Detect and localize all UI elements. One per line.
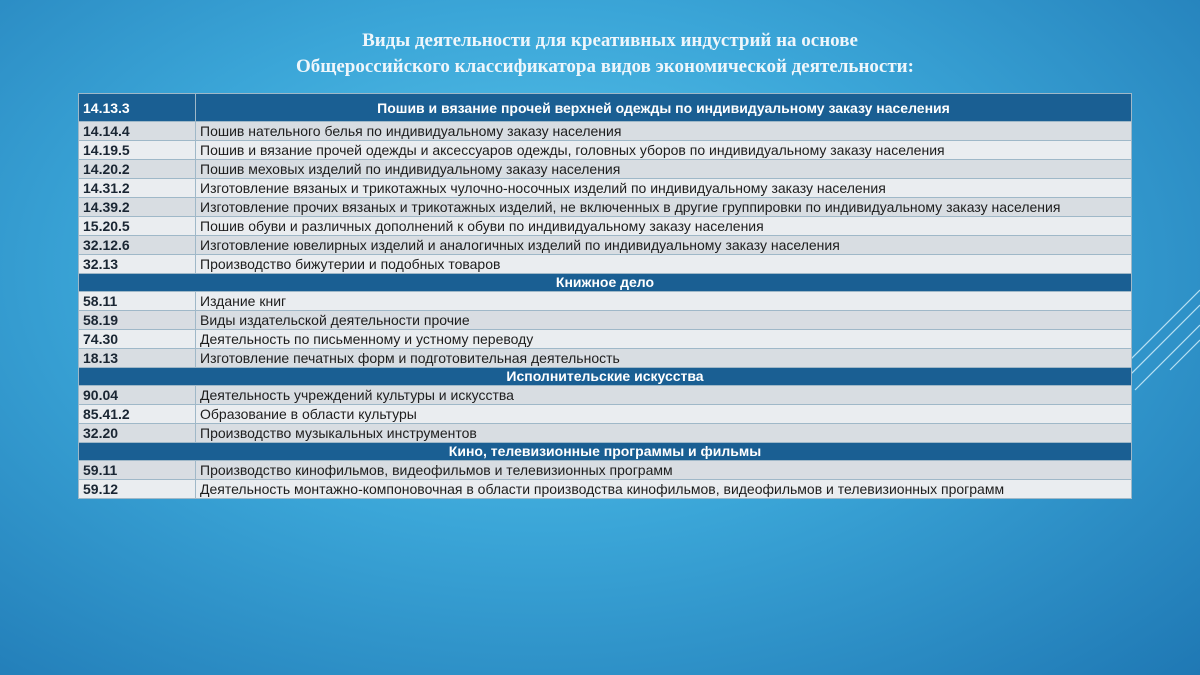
section-header-row [79, 368, 1132, 386]
okved-code: 59.11 [79, 461, 196, 480]
activity-description: Производство музыкальных инструментов [196, 424, 1132, 443]
okved-code: 58.19 [79, 311, 196, 330]
okved-code: 58.11 [79, 292, 196, 311]
table-row [79, 255, 1132, 274]
okved-code: 14.20.2 [79, 160, 196, 179]
section-header-row [79, 274, 1132, 292]
table-row [79, 480, 1132, 499]
section-header: Книжное дело [79, 274, 1132, 292]
table-row [79, 292, 1132, 311]
activity-description: Издание книг [196, 292, 1132, 311]
okved-code: 74.30 [79, 330, 196, 349]
table-row [79, 461, 1132, 480]
table-row [79, 179, 1132, 198]
okved-code: 14.13.3 [79, 94, 196, 122]
okved-code: 14.39.2 [79, 198, 196, 217]
okved-code: 32.20 [79, 424, 196, 443]
section-header-row [79, 443, 1132, 461]
activity-description: Изготовление прочих вязаных и трикотажных изделий, не включенных в другие группировки по индивидуальному заказу населения [196, 198, 1132, 217]
okved-code: 15.20.5 [79, 217, 196, 236]
section-header: Исполнительские искусства [79, 368, 1132, 386]
activity-description: Пошив меховых изделий по индивидуальному заказу населения [196, 160, 1132, 179]
activity-description: Производство кинофильмов, видеофильмов и телевизионных программ [196, 461, 1132, 480]
activity-description: Виды издательской деятельности прочие [196, 311, 1132, 330]
okved-code: 14.19.5 [79, 141, 196, 160]
okved-table [78, 93, 1132, 499]
table-header-row [79, 94, 1132, 122]
table-row [79, 386, 1132, 405]
okved-code: 85.41.2 [79, 405, 196, 424]
table-row [79, 236, 1132, 255]
table-row [79, 217, 1132, 236]
activity-description: Пошив и вязание прочей верхней одежды по индивидуальному заказу населения [196, 94, 1132, 122]
activity-description: Пошив нательного белья по индивидуальному заказу населения [196, 122, 1132, 141]
activity-description: Пошив и вязание прочей одежды и аксессуаров одежды, головных уборов по индивидуальному заказу населения [196, 141, 1132, 160]
table-row [79, 160, 1132, 179]
activity-description: Изготовление вязаных и трикотажных чулочно-носочных изделий по индивидуальному заказу населения [196, 179, 1132, 198]
slide-title [0, 28, 1200, 80]
okved-code: 32.13 [79, 255, 196, 274]
slide-title-line-1: Виды деятельности для креативных индустрий на основе [362, 30, 858, 51]
activity-description: Пошив обуви и различных дополнений к обуви по индивидуальному заказу населения [196, 217, 1132, 236]
okved-code: 14.14.4 [79, 122, 196, 141]
activity-description: Изготовление печатных форм и подготовительная деятельность [196, 349, 1132, 368]
table-row [79, 198, 1132, 217]
okved-code: 14.31.2 [79, 179, 196, 198]
activity-description: Образование в области культуры [196, 405, 1132, 424]
table-row [79, 424, 1132, 443]
okved-code: 90.04 [79, 386, 196, 405]
table-row [79, 405, 1132, 424]
table-row [79, 330, 1132, 349]
okved-code: 32.12.6 [79, 236, 196, 255]
table-row [79, 311, 1132, 330]
activity-description: Деятельность учреждений культуры и искусства [196, 386, 1132, 405]
table-row [79, 141, 1132, 160]
activity-description: Изготовление ювелирных изделий и аналогичных изделий по индивидуальному заказу населения [196, 236, 1132, 255]
okved-code: 59.12 [79, 480, 196, 499]
okved-code: 18.13 [79, 349, 196, 368]
slide-title-line-2: Общероссийского классификатора видов экономической деятельности: [296, 56, 914, 77]
activity-description: Деятельность монтажно-компоновочная в области производства кинофильмов, видеофильмов и телевизионных программ [196, 480, 1132, 499]
section-header: Кино, телевизионные программы и фильмы [79, 443, 1132, 461]
table-row [79, 349, 1132, 368]
activity-description: Деятельность по письменному и устному переводу [196, 330, 1132, 349]
activity-description: Производство бижутерии и подобных товаров [196, 255, 1132, 274]
table-row [79, 122, 1132, 141]
